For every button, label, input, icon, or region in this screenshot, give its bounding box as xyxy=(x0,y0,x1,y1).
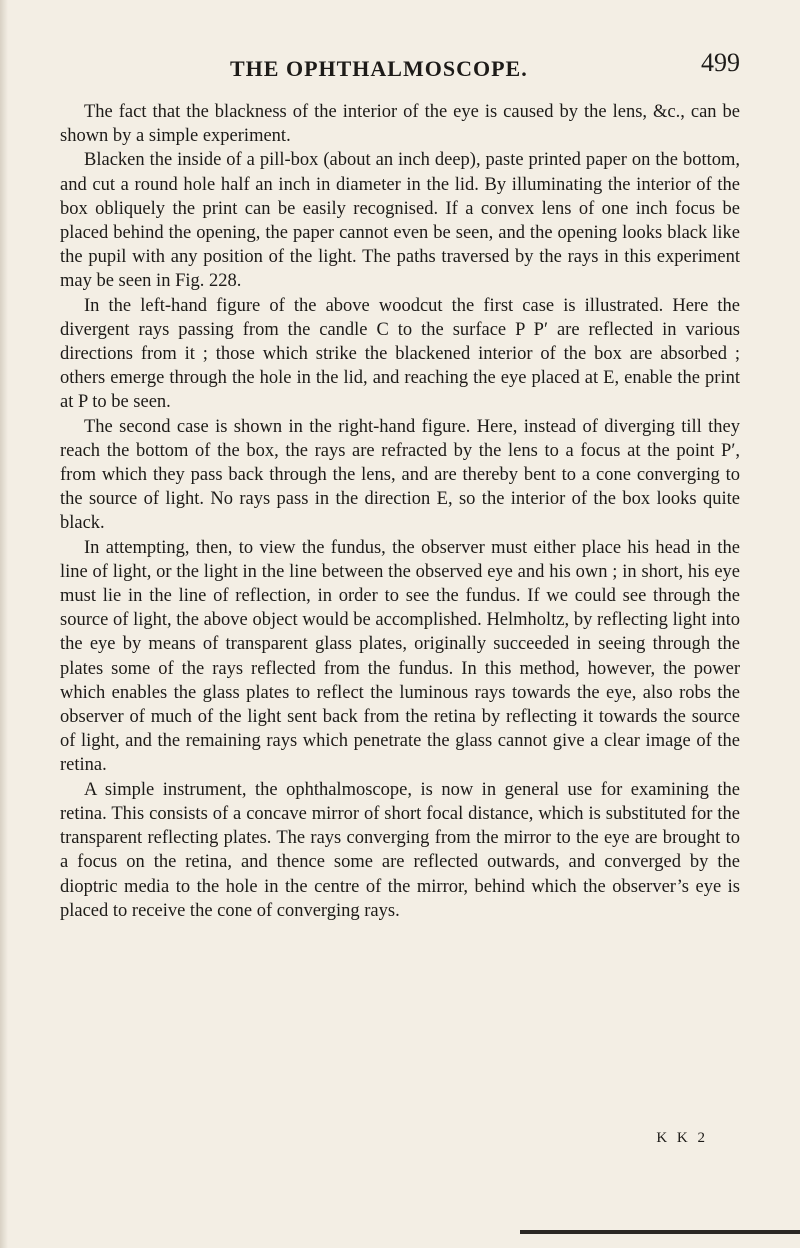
paragraph: The fact that the blackness of the interior of the eye is caused by the lens, &c., can be shown by a simple experiment. xyxy=(60,102,740,147)
paragraph: In attempting, then, to view the fundus, the observer must either place his head in the line of light, or the light in the line between the observed eye and his own ; in short, his eye must lie in the line of reflection, in order to see the fundus. If we could see through the source of light, the above object would be accomplished. Helmholtz, by reflecting light into the eye by means of transparent glass plates, originally succeeded in seeing through the plates some of the rays reflected from the fundus. In this method, however, the power which enables the glass plates to reflect the luminous rays towards the eye, also robs the observer of much of the light sent back from the retina by reflecting it towards the source of light, and the remaining rays which penetrate the glass cannot give a clear image of the retina. xyxy=(60,537,740,776)
page-left-edge-shadow xyxy=(0,0,8,1248)
page-bottom-edge xyxy=(520,1230,800,1234)
paragraph: Blacken the inside of a pill-box (about an inch deep), paste printed paper on the bottom, and cut a round hole half an inch in diameter in the lid. By illuminating the interior of the box obliquely the print can be easily recognised. If a convex lens of one inch focus be placed behind the opening, the paper cannot even be seen, and the opening looks black like the pupil with any position of the light. The paths traversed by the rays in this experiment may be seen in Fig. 228. xyxy=(60,150,740,292)
page-body xyxy=(60,100,740,923)
paragraph: In the left-hand figure of the above woodcut the first case is illustrated. Here the divergent rays passing from the candle C to the surface P P′ are reflected in various directions from it ; those which strike the blackened interior of the box are absorbed ; others emerge through the hole in the lid, and reaching the eye placed at E, enable the print at P to be seen. xyxy=(60,295,740,413)
signature-mark: K K 2 xyxy=(656,1130,708,1146)
running-head: THE OPHTHALMOSCOPE. xyxy=(230,56,528,81)
paragraph: The second case is shown in the right-hand figure. Here, instead of diverging till they reach the bottom of the box, the rays are refracted by the lens to a focus at the point P′, from which they pass back through the lens, and are thereby bent to a cone converging to the source of light. No rays pass in the direction E, so the interior of the box looks quite black. xyxy=(60,416,740,534)
page-header xyxy=(60,48,740,84)
page-number: 499 xyxy=(701,48,740,77)
paragraph: A simple instrument, the ophthalmoscope, is now in general use for examining the retina. This consists of a concave mirror of short focal distance, which is substituted for the transparent reflecting plates. The rays converging from the mirror to the eye are brought to a focus on the retina, and thence some are reflected outwards, and converged by the dioptric media to the hole in the centre of the mirror, behind which the observer’s eye is placed to receive the cone of converging rays. xyxy=(60,779,740,921)
